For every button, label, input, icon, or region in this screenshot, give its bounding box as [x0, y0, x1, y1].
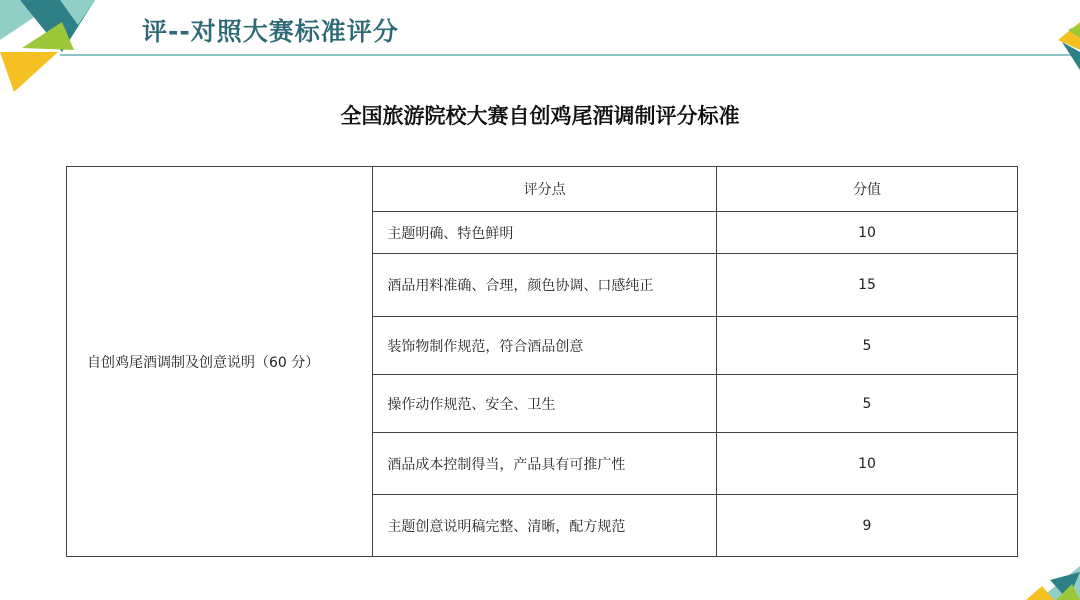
score-value-cell: 15 — [716, 254, 1017, 317]
scoring-point-cell: 主题明确、特色鲜明 — [373, 212, 717, 254]
header-scoring-point: 评分点 — [373, 167, 717, 212]
scoring-point-cell: 主题创意说明稿完整、清晰，配方规范 — [373, 495, 717, 557]
decor-triangles-top-left — [0, 0, 140, 95]
decor-triangles-bottom-right — [1020, 566, 1080, 600]
category-cell: 自创鸡尾酒调制及创意说明（60 分） — [67, 167, 373, 557]
score-value-cell: 10 — [716, 212, 1017, 254]
document-title: 全国旅游院校大赛自创鸡尾酒调制评分标准 — [340, 104, 740, 128]
scoring-point-cell: 酒品成本控制得当，产品具有可推广性 — [373, 433, 717, 495]
scoring-point-cell: 装饰物制作规范，符合酒品创意 — [373, 317, 717, 375]
header-score-value: 分值 — [716, 167, 1017, 212]
scoring-table — [66, 166, 1018, 557]
score-value-cell: 9 — [716, 495, 1017, 557]
slide-title: 评--对照大赛标准评分 — [142, 17, 399, 46]
decor-triangles-top-right — [1050, 22, 1080, 72]
scoring-point-cell: 操作动作规范、安全、卫生 — [373, 375, 717, 433]
score-value-cell: 5 — [716, 375, 1017, 433]
scoring-point-cell: 酒品用料准确、合理，颜色协调、口感纯正 — [373, 254, 717, 317]
score-value-cell: 5 — [716, 317, 1017, 375]
table-header-row — [67, 167, 1018, 212]
score-value-cell: 10 — [716, 433, 1017, 495]
header-divider — [60, 54, 1080, 56]
